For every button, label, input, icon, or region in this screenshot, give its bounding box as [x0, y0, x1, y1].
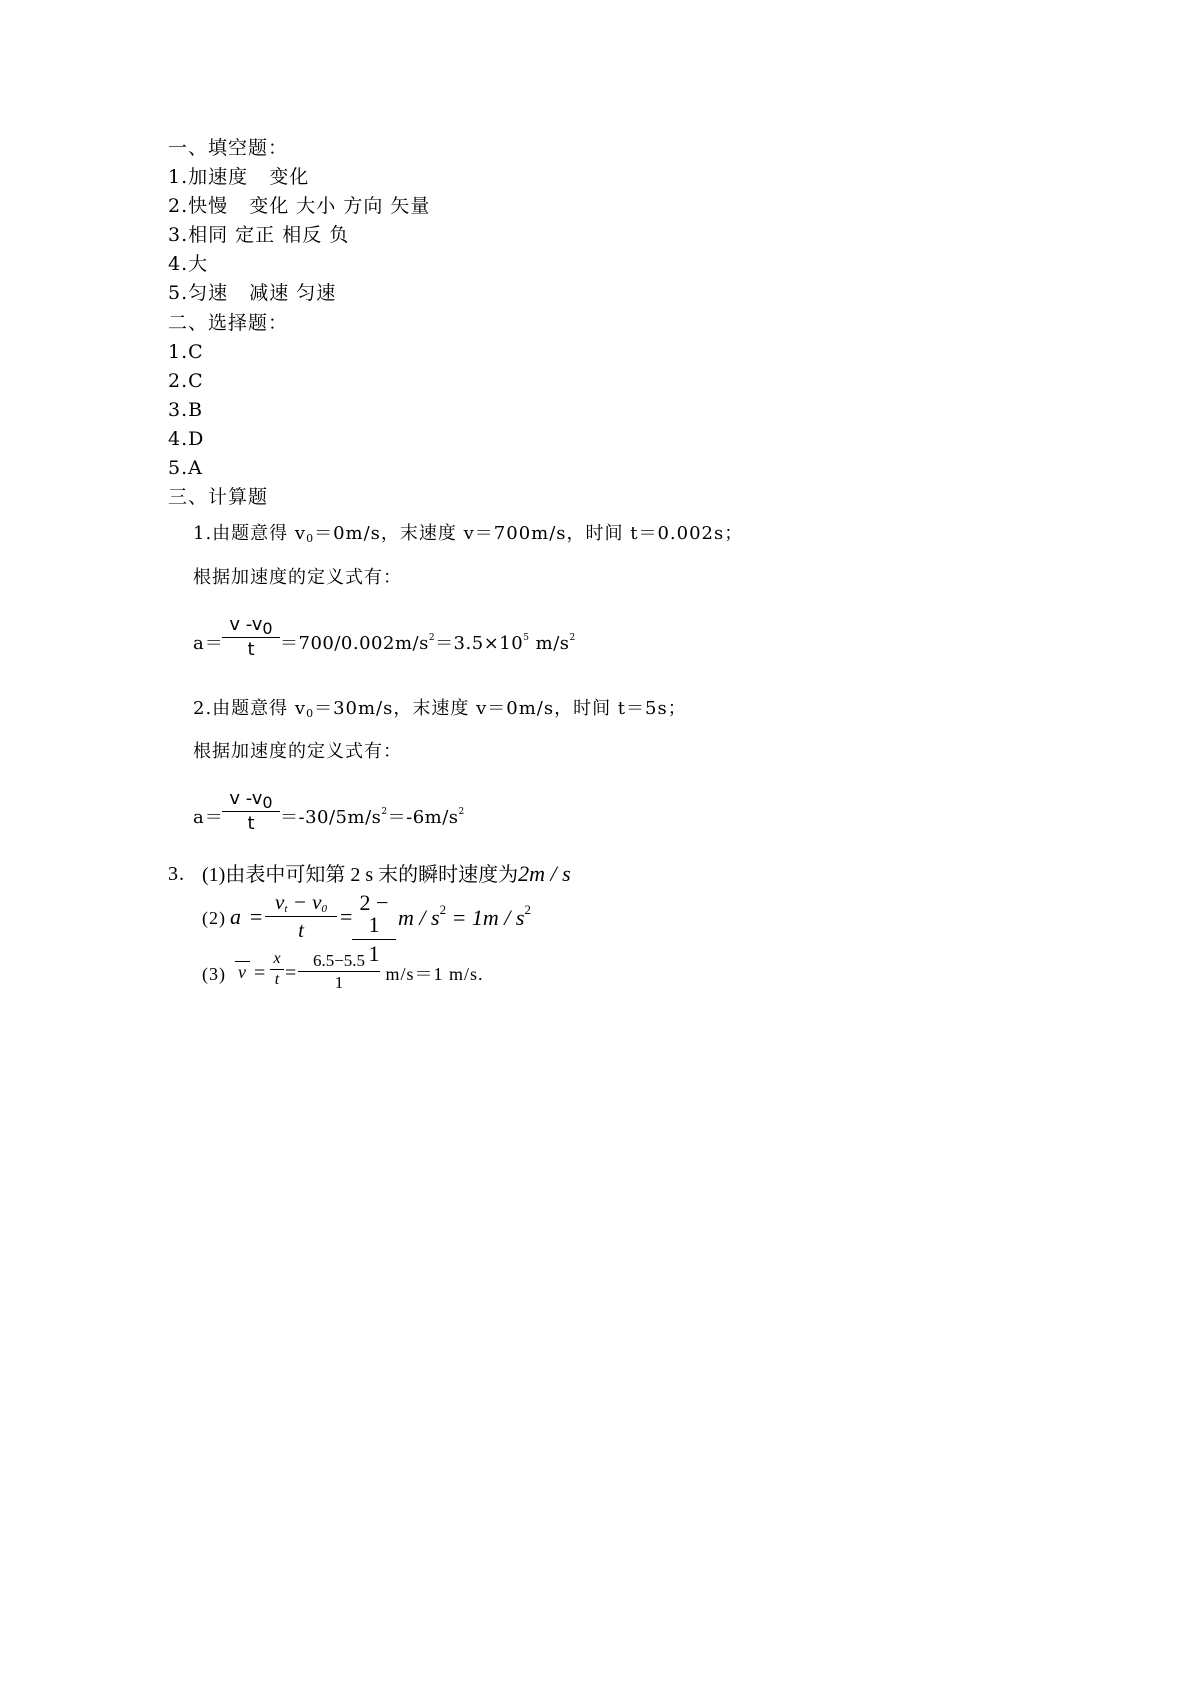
calc-q2-fraction-denominator: t [247, 813, 255, 834]
calc-q3-part2-label: (2) [202, 908, 226, 928]
calc-q3-part2-fraction1 [265, 892, 337, 941]
calc-q3-part3-fraction2 [298, 952, 380, 991]
calc-q2-a-equals: a＝ [193, 807, 224, 828]
fraction-bar [270, 969, 284, 970]
calc-q1-fraction [222, 616, 280, 659]
calc-q3-part2-fraction1-denominator: t [298, 918, 304, 942]
calc-q3-part3-result: m/s＝1 m/s. [380, 964, 484, 984]
calc-q1-given: 1.由题意得 $v_0=0m/s$，末速度 v＝700m/s，时间 t＝0.002s； [193, 523, 744, 545]
calc-q3-number: 3. [168, 863, 185, 885]
calc-q3-part2-fraction2-denominator: 1 [368, 941, 380, 966]
fill-answer-2: 2.快慢 变化 大小 方向 矢量 [168, 195, 431, 217]
calc-q3-part3-equals1: = [254, 962, 267, 984]
calc-q1-definition: 根据加速度的定义式有： [193, 567, 402, 588]
choice-answer-1: 1.C [168, 341, 204, 363]
calc-q3-part2-result: $m / s^2 = 1m / s^2$ [398, 902, 531, 930]
choice-answer-3: 3.B [168, 399, 204, 421]
calc-q3-part3-average-v: v [235, 960, 250, 984]
calc-q3-part2-fraction1-numerator: $v_t - v_0$ [275, 890, 327, 915]
choice-answer-4: 4.D [168, 428, 205, 450]
calc-q3-part3-label: (3) [202, 964, 226, 984]
calc-q3-part1: (1)由表中可知第 2 s 末的瞬时速度为2m / s [202, 861, 571, 886]
calc-q1-result: $=700/0.002m/s^2=3.5\times 10^5$ $m/s^2$ [280, 633, 576, 654]
calc-q3-part3-fraction1 [270, 951, 284, 988]
calc-q1-a-equals: a＝ [193, 633, 224, 654]
calc-q3-part3-fraction1-numerator: x [273, 950, 281, 967]
calc-q2-definition: 根据加速度的定义式有： [193, 741, 402, 762]
fill-answer-1: 1.加速度 变化 [168, 166, 310, 188]
calc-q3-part2-fraction2-numerator: 2 − 1 [359, 890, 389, 937]
section-heading-choice: 二、选择题： [168, 312, 289, 334]
calc-q3-part2-a: a = [230, 904, 265, 929]
calc-q1-fraction-denominator: t [247, 639, 255, 660]
calc-q2-given: 2.由题意得 $v_0=30m/s$，末速度 v＝0m/s，时间 t＝5s； [193, 698, 687, 720]
choice-answer-5: 5.A [168, 457, 203, 479]
calc-q1-fraction-numerator: v $-v_0$ [229, 614, 273, 638]
fraction-bar [265, 916, 337, 917]
fraction-bar [298, 971, 380, 972]
section-heading-fill: 一、填空题： [168, 137, 289, 159]
calc-q3-part3-equals2: = [285, 962, 298, 984]
calc-q3-part3-fraction2-denominator: 1 [334, 973, 344, 992]
calc-q3-part3-fraction1-denominator: t [274, 971, 280, 988]
calc-q3-part2-equals: = [340, 904, 354, 929]
fill-answer-5: 5.匀速 减速 匀速 [168, 282, 337, 304]
choice-answer-2: 2.C [168, 370, 204, 392]
calc-q3-part3-fraction2-numerator: 6.5−5.5 [312, 951, 366, 970]
calc-q2-fraction [222, 790, 280, 833]
section-heading-calc: 三、计算题 [168, 486, 269, 508]
fill-answer-3: 3.相同 定正 相反 负 [168, 224, 350, 246]
fraction-bar [352, 939, 396, 940]
calc-q2-result: $=-30/5m/s^2=-6m/s^2$ [280, 807, 465, 828]
fill-answer-4: 4.大 [168, 253, 209, 275]
calc-q2-fraction-numerator: v $-v_0$ [229, 788, 273, 812]
